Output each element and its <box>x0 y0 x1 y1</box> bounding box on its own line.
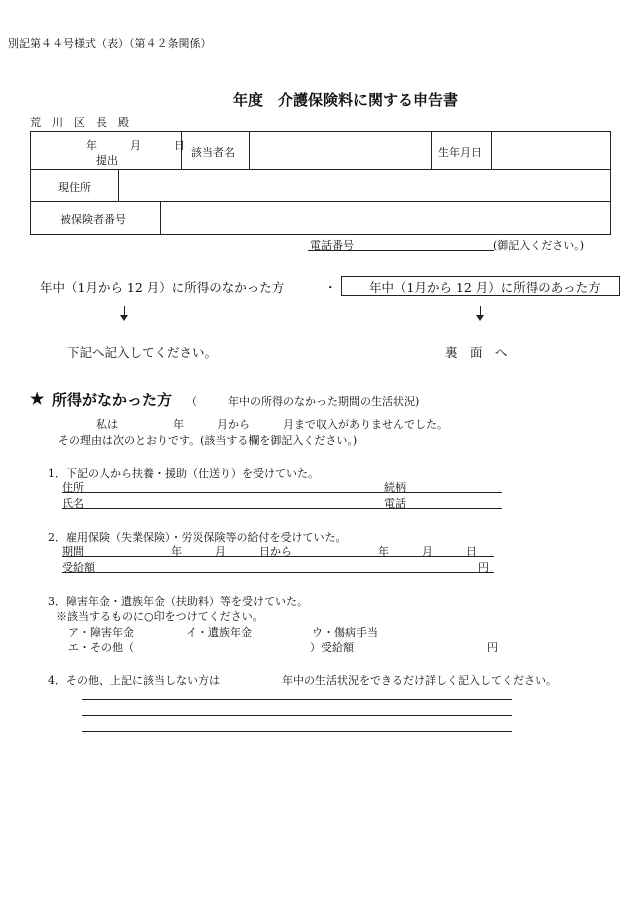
phone-underline[interactable] <box>308 250 494 251</box>
addressee: 荒 川 区 長 殿 <box>30 116 129 129</box>
option-with-income: 年中（1月から 12 月）に所得のあった方 <box>369 280 601 295</box>
col-divider <box>431 131 432 169</box>
subject-name-label: 該当者名 <box>191 146 235 159</box>
item3-option-i[interactable]: イ・遺族年金 <box>186 626 252 639</box>
col-divider <box>491 131 492 169</box>
phone-label: 電話番号 <box>310 239 354 252</box>
item4-line[interactable] <box>82 715 512 716</box>
item1-address-underline[interactable] <box>62 492 502 493</box>
statement-line2: その理由は次のとおりです。(該当する欄を御記入ください。) <box>58 434 358 447</box>
option-no-income: 年中（1月から 12 月）に所得のなかった方 <box>40 280 285 295</box>
insured-number-label: 被保険者番号 <box>60 213 126 226</box>
item2-yen: 円 <box>478 561 489 574</box>
item2-period-to: 年 月 日 <box>378 545 477 558</box>
item3-option-u[interactable]: ウ・傷病手当 <box>312 626 378 639</box>
statement-line1: 私は 年 月から 月まで収入がありませんでした。 <box>96 418 448 431</box>
item2-title: 2．雇用保険（失業保険）・労災保険等の給付を受けていた。 <box>48 531 347 544</box>
item4-title-tail: 年中の生活状況をできるだけ詳しく記入してください。 <box>282 674 557 687</box>
item4-line[interactable] <box>82 699 512 700</box>
item2-amount-underline[interactable] <box>62 572 494 573</box>
star-icon: ★ <box>30 389 45 408</box>
submit-date-field: 年 月 日 <box>86 139 185 152</box>
row-divider <box>30 201 611 202</box>
item3-yen: 円 <box>487 641 498 654</box>
col-divider <box>249 131 250 169</box>
form-code: 別記第４４号様式（表）（第４２条関係） <box>8 37 212 50</box>
section-heading: 所得がなかった方 <box>52 391 173 409</box>
item3-amount-label: ）受給額 <box>310 641 354 654</box>
item3-note: ※該当するものに○印をつけてください。 <box>56 610 264 623</box>
instruction-below: 下記へ記入してください。 <box>67 345 218 360</box>
item1-title: 1．下記の人から扶養・援助（仕送り）を受けていた。 <box>48 467 319 480</box>
item3-title: 3．障害年金・遺族年金（扶助料）等を受けていた。 <box>48 595 308 608</box>
item3-option-e[interactable]: エ・その他（ <box>68 641 134 654</box>
item1-name-label: 氏名 <box>62 497 84 510</box>
item2-amount-label: 受給額 <box>62 561 95 574</box>
item2-period-from: 年 月 日から <box>171 545 292 558</box>
item2-period-underline[interactable] <box>62 556 494 557</box>
section-subheading: 年中の所得のなかった期間の生活状況) <box>228 395 420 408</box>
item1-relation-label: 続柄 <box>384 481 406 494</box>
item2-period-label: 期間 <box>62 545 84 558</box>
item1-phone-label: 電話 <box>384 497 406 510</box>
page-title: 年度 介護保険料に関する申告書 <box>233 91 459 109</box>
birthdate-label: 生年月日 <box>438 146 482 159</box>
address-label: 現住所 <box>58 181 91 194</box>
submitted-label: 提出 <box>96 154 118 167</box>
col-divider <box>118 169 119 201</box>
phone-note: (御記入ください。) <box>493 239 585 252</box>
item4-title: 4．その他、上記に該当しない方は <box>48 674 220 687</box>
item4-line[interactable] <box>82 731 512 732</box>
section-paren: （ <box>186 395 197 408</box>
item1-address-label: 住所 <box>62 481 84 494</box>
instruction-back: 裏 面 へ <box>445 345 508 360</box>
item3-option-a[interactable]: ア・障害年金 <box>68 626 134 639</box>
col-divider <box>160 201 161 235</box>
option-separator: ・ <box>324 280 337 295</box>
item1-name-underline[interactable] <box>62 508 502 509</box>
